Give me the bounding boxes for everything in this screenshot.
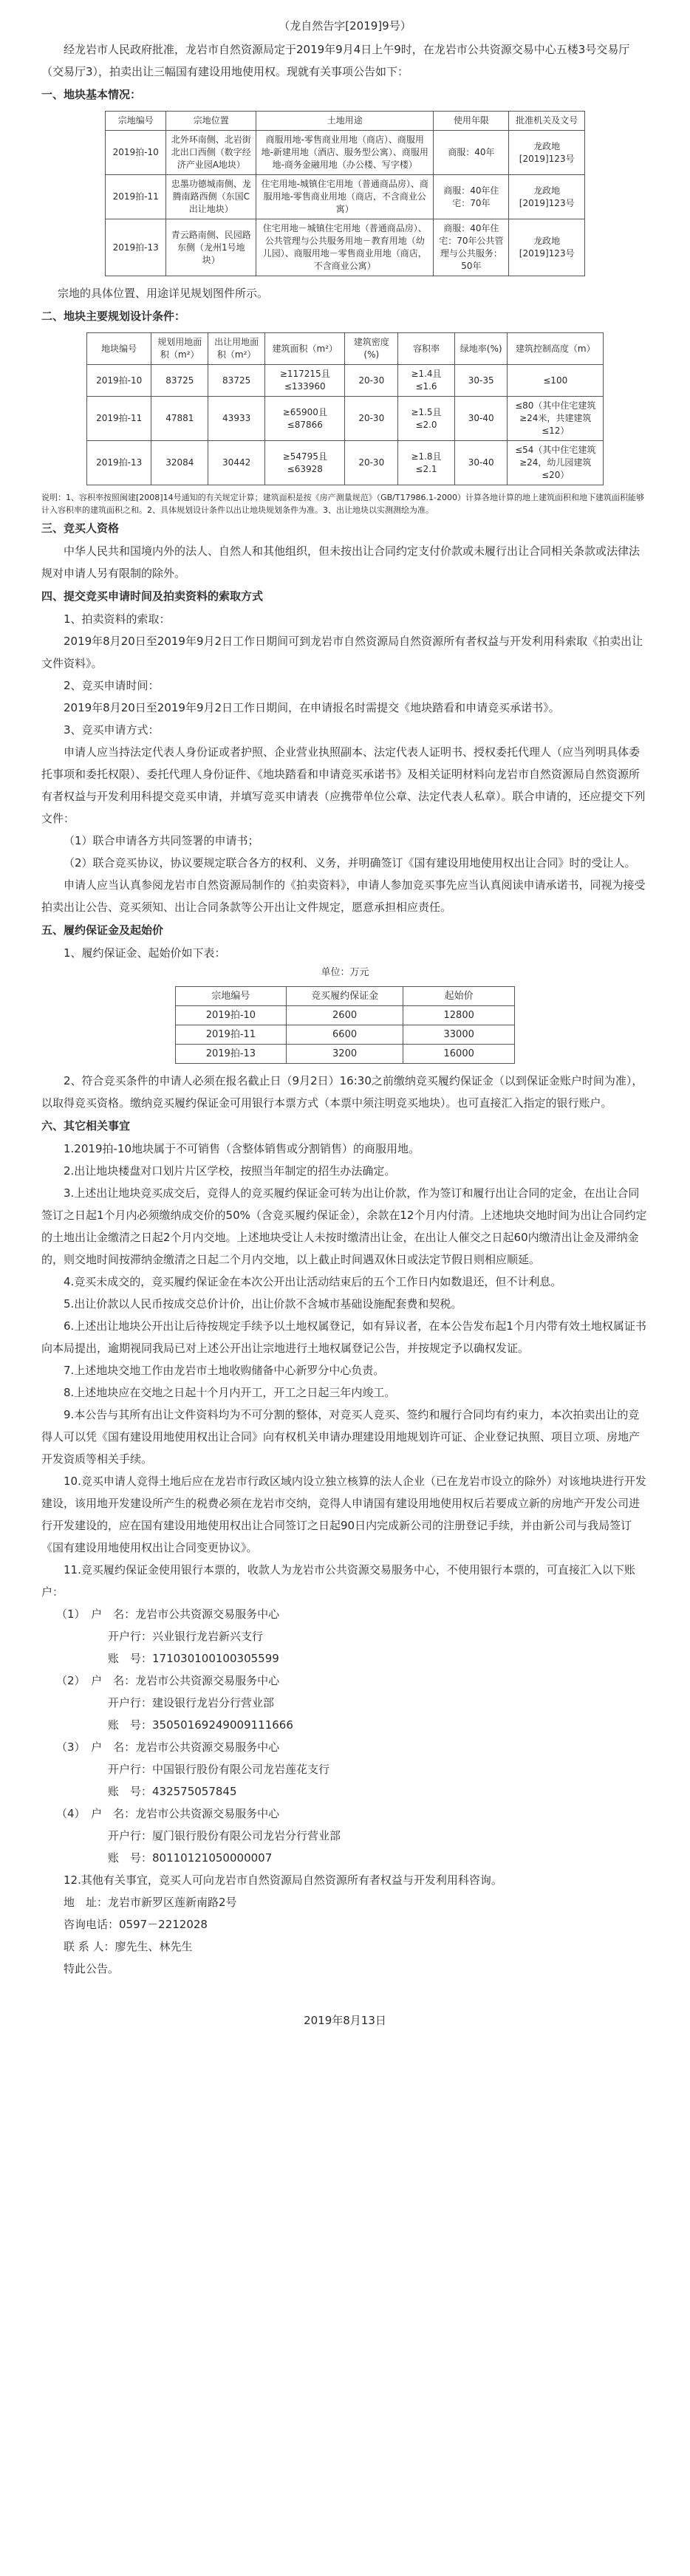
- s4-1-text: 2019年8月20日至2019年9月2日工作日期间可到龙岩市自然资源局自然资源所有者权益与开发利用科索取《拍卖出让文件资料》。: [41, 635, 643, 670]
- table-cell: 43933: [208, 397, 265, 441]
- table-header: 容积率: [398, 333, 455, 365]
- table-cell: 20-30: [345, 441, 398, 485]
- parcel-basic-table: [105, 111, 585, 276]
- table-cell: 龙政地[2019]123号: [509, 175, 585, 219]
- s6-item: 3.上述出让地块竞买成交后，竞得人的竞买履约保证金可转为出让价款，作为签订和履行出让合同的定金，在出让合同签订之日起1个月内必须缴纳成交价的50%（含竞买履约保证金），余款在12个月内付清。上述地块交地时间为出让合同约定的土地出让金缴清之日起2个月内交地。上述地块受让人未按时缴清出让金，在出让人催交之日起60内缴清出让金及滞纳金的，则交地时间按滞纳金缴清之日起二个月内交地，以上截止时间遇双休日或法定节假日则相应顺延。: [41, 1186, 647, 1266]
- bank-payee: 户 名：龙岩市公共资源交易服务中心: [91, 1740, 280, 1754]
- table-header: 建筑密度(%): [345, 333, 398, 365]
- table-cell: ≤80（其中住宅建筑≥24米，共建建筑≤12）: [508, 397, 604, 441]
- table-cell: 2019拍-13: [176, 1045, 287, 1064]
- table-cell: 龙政地[2019]123号: [509, 219, 585, 276]
- table-header: 绿地率(%): [454, 333, 508, 365]
- table-cell: 商服：40年住宅：70年: [434, 175, 509, 219]
- table-cell: 33000: [403, 1025, 515, 1045]
- section5-title: 五、履约保证金及起始价: [41, 923, 164, 937]
- bank-index: （4）: [56, 1807, 81, 1820]
- table-cell: 32084: [151, 441, 208, 485]
- bank-account-3: [41, 1736, 649, 1803]
- table-cell: 2019拍-10: [87, 365, 151, 397]
- table-cell: 忠墨功德城南侧、龙腾南路西侧（东国C出让地块）: [166, 175, 256, 219]
- contact-address: 地 址：龙岩市新罗区莲新南路2号: [64, 1896, 237, 1909]
- bank-index: （2）: [56, 1674, 81, 1687]
- table2-note: 说明：1、容积率按照闽建[2008]14号通知的有关规定计算；建筑面积是按《房产测量规范》（GB/T17986.1-2000）计算各地计算的地上建筑面积和地下建筑面积能够计入容积率的建筑面积之和。2、具体规划设计条件以出让地块规划条件为准。3、出让地块以实测测绘为准。: [41, 493, 645, 515]
- table-header: 宗地编号: [176, 987, 287, 1006]
- table-header: 批准机关及文号: [509, 112, 585, 131]
- table-row: [87, 397, 604, 441]
- section1-title: 一、地块基本情况：: [41, 88, 142, 101]
- bank-branch: 开户行：厦门银行股份有限公司龙岩分行营业部: [108, 1829, 341, 1842]
- contact-phone: 咨询电话：0597－2212028: [64, 1918, 208, 1931]
- table-cell: 2019拍-11: [176, 1025, 287, 1045]
- deposit-price-table: [175, 986, 515, 1064]
- section4-title: 四、提交竞买申请时间及拍卖资料的索取方式: [41, 590, 264, 603]
- table-cell: 30442: [208, 441, 265, 485]
- table-cell: ≥117215且≤133960: [265, 365, 345, 397]
- s6-item: 2.出让地块楼盘对口划片片区学校，按照当年制定的招生办法确定。: [64, 1164, 396, 1178]
- s5-1: 1、履约保证金、起始价如下表：: [64, 946, 226, 960]
- table-cell: 住宅用地－城镇住宅用地（普通商品房）、公共管理与公共服务用地－教育用地（幼儿园）、商服用地－零售商业用地（商店，不含商业公寓）: [256, 219, 434, 276]
- bank-payee: 户 名：龙岩市公共资源交易服务中心: [91, 1807, 280, 1820]
- table-header: 土地用途: [256, 112, 434, 131]
- notice-number: （龙自然告字[2019]9号）: [279, 19, 411, 33]
- s6-item: 11.竞买履约保证金使用银行本票的，收款人为龙岩市公共资源交易服务中心，不使用银行本票的，可直接汇入以下账户：: [41, 1563, 635, 1599]
- table-row: [106, 131, 585, 175]
- table-header: 使用年限: [434, 112, 509, 131]
- table-cell: 16000: [403, 1045, 515, 1064]
- table-header: 出让用地面积（m²）: [208, 333, 265, 365]
- bank-branch: 开户行：中国银行股份有限公司龙岩莲花支行: [108, 1763, 330, 1776]
- table-cell: ≤100: [508, 365, 604, 397]
- table-cell: 6600: [286, 1025, 403, 1045]
- bank-account-number: 账 号：432575057845: [108, 1785, 237, 1798]
- bank-index: （1）: [56, 1608, 81, 1621]
- bank-account-number: 账 号：35050169249009111666: [108, 1718, 293, 1732]
- bank-payee: 户 名：龙岩市公共资源交易服务中心: [91, 1608, 280, 1621]
- s4-1: 1、拍卖资料的索取：: [64, 612, 171, 626]
- table-cell: 青云路南侧、民园路东侧（龙州1号地块）: [166, 219, 256, 276]
- table-header: 规划用地面积（m²）: [151, 333, 208, 365]
- table-header: 建筑控制高度（m）: [508, 333, 604, 365]
- table-cell: 83725: [208, 365, 265, 397]
- table-header: 起始价: [403, 987, 515, 1006]
- s6-item: 9.本公告与其所有出让文件资料均为不可分割的整体，对竞买人竞买、签约和履行合同均有约束力，本次拍卖出让的竞得人可以凭《国有建设用地使用权出让合同》向有权机关申请办理建设用地规划许可证、企业登记执照、项目立项、房地产开发资质等相关手续。: [41, 1408, 641, 1466]
- s4-2-text: 2019年8月20日至2019年9月2日工作日期间，在申请报名时需提交《地块踏看和申请竞买承诺书》。: [64, 701, 560, 714]
- section6-title: 六、其它相关事宜: [41, 1119, 131, 1132]
- s4-3: 3、竞买申请方式：: [64, 723, 160, 737]
- table-cell: ≥65900且≤87866: [265, 397, 345, 441]
- bank-account-4: [41, 1803, 649, 1869]
- table-row: [87, 441, 604, 485]
- bank-branch: 开户行：建设银行龙岩分行营业部: [108, 1696, 275, 1709]
- table-cell: 20-30: [345, 397, 398, 441]
- table-cell: ≥54795且≤63928: [265, 441, 345, 485]
- table-cell: 2019拍-13: [106, 219, 166, 276]
- s5-2: 2、符合竞买条件的申请人必须在报名截止日（9月2日）16:30之前缴纳竞买履约保证金（以到保证金账户时间为准），以取得竞买资格。缴纳竞买履约保证金可用银行本票方式（本票中须注明竞买地块）。也可直接汇入指定的银行账户。: [41, 1074, 643, 1110]
- contact-persons: 联 系 人：廖先生、林先生: [64, 1940, 193, 1953]
- s4-3-text: 申请人应当持法定代表人身份证或者护照、企业营业执照副本、法定代表人证明书、授权委托代理人（应当列明具体委托事项和委托权限）、委托代理人身份证件、《地块踏看和申请竞买承诺书》及相关证明材料向龙岩市自然资源局自然资源所有者权益与开发利用科提交竞买申请，并填写竞买申请表（应携带单位公章、法定代表人私章）。联合申请的，还应提交下列文件：: [41, 745, 646, 825]
- table-cell: 龙政地[2019]123号: [509, 131, 585, 175]
- table-cell: ≥1.4且≤1.6: [398, 365, 455, 397]
- bank-account-2: [41, 1670, 649, 1736]
- table-cell: 北外环南侧、北岩街北出口西侧（数字经济产业园A地块）: [166, 131, 256, 175]
- s6-item: 6.上述出让地块公开出让后待按规定手续予以土地权属登记，如有异议者，在本公告发布起1个月内带有效土地权属证书向本局提出，逾期视同我局已对上述公开出让宗地进行土地权属登记公告，并按规定予以确权发证。: [41, 1319, 646, 1355]
- s6-12: 12.其他有关事宜，竞买人可向龙岩市自然资源局自然资源所有者权益与开发利用科咨询。: [64, 1873, 502, 1887]
- table-header: 竞买履约保证金: [286, 987, 403, 1006]
- bank-payee: 户 名：龙岩市公共资源交易服务中心: [91, 1674, 280, 1687]
- s6-item: 5.出让价款以人民币按成交总价计价，出让价款不含城市基础设施配套费和契税。: [64, 1297, 462, 1311]
- table-cell: 30-40: [454, 441, 508, 485]
- bank-account-1: [41, 1603, 649, 1670]
- bank-name-line: [41, 1803, 649, 1825]
- s6-item: 7.上述地块交地工作由龙岩市土地收购储备中心新罗分中心负责。: [64, 1364, 385, 1377]
- table-cell: 30-35: [454, 365, 508, 397]
- s6-item: 4.竞买未成交的，竞买履约保证金在本次公开出让活动结束后的五个工作日内如数退还，但不计利息。: [64, 1275, 562, 1288]
- s6-item: 1.2019拍-10地块属于不可销售（含整体销售或分割销售）的商服用地。: [64, 1142, 420, 1155]
- bank-account-number: 账 号：171030100100305599: [108, 1652, 279, 1665]
- table-row: [176, 1025, 515, 1045]
- table-header: 宗地位置: [166, 112, 256, 131]
- closing-text: 特此公告。: [64, 1962, 120, 1975]
- table-cell: 2019拍-11: [87, 397, 151, 441]
- s6-item: 8.上述地块应在交地之日起十个月内开工，开工之日起三年内竣工。: [64, 1386, 396, 1399]
- table-header: 地块编号: [87, 333, 151, 365]
- s4-2: 2、竞买申请时间：: [64, 679, 160, 692]
- table-cell: 2019拍-10: [176, 1006, 287, 1025]
- bank-name-line: [41, 1736, 649, 1758]
- table-cell: 30-40: [454, 397, 508, 441]
- table-cell: 2019拍-13: [87, 441, 151, 485]
- table-cell: 2019拍-10: [106, 131, 166, 175]
- intro-paragraph: 经龙岩市人民政府批准，龙岩市自然资源局定于2019年9月4日上午9时，在龙岩市公共资源交易中心五楼3号交易厅（交易厅3），拍卖出让三幅国有建设用地使用权。现就有关事项公告如下：: [41, 43, 630, 78]
- table-cell: 47881: [151, 397, 208, 441]
- s4-3-c: 申请人应当认真参阅龙岩市自然资源局制作的《拍卖资料》，申请人参加竞买事先应当认真阅读申请承诺书，同视为接受拍卖出让公告、竞买须知、出让合同条款等公开出让文件规定，愿意承担相应责任。: [41, 878, 646, 914]
- bank-index: （3）: [56, 1740, 81, 1754]
- table-cell: 2019拍-11: [106, 175, 166, 219]
- table-cell: ≥1.5且≤2.0: [398, 397, 455, 441]
- table3-unit: 单位：万元: [321, 967, 369, 978]
- table-cell: 商服：40年住宅：70年公共管理与公共服务：50年: [434, 219, 509, 276]
- table-cell: 2600: [286, 1006, 403, 1025]
- table-cell: 住宅用地-城镇住宅用地（普通商品房）、商服用地-零售商业用地（商店，不含商业公寓）: [256, 175, 434, 219]
- table-cell: 3200: [286, 1045, 403, 1064]
- bank-name-line: [41, 1670, 649, 1692]
- s4-3-b: （2）联合竞买协议，协议要规定联合各方的权利、义务，并明确签订《国有建设用地使用权出让合同》时的受让人。: [64, 856, 636, 870]
- s6-item: 10.竞买申请人竞得土地后应在龙岩市行政区域内设立独立核算的法人企业（已在龙岩市设立的除外）对该地块进行开发建设，该用地开发建设所产生的税费必须在龙岩市交纳，竞得人申请国有建设用地使用权后若要成立新的房地产开发公司进行开发建设的，应在国有建设用地使用权出让合同签订之日起90日内完成新公司的注册登记手续，并由新公司与我局签订《国有建设用地使用权出让合同变更协议》。: [41, 1475, 646, 1554]
- table-cell: 商服用地-零售商业用地（商店）、商服用地-新建用地（酒店、服务型公寓）、商服用地-商务金融用地（办公楼、写字楼）: [256, 131, 434, 175]
- table1-note: 宗地的具体位置、用途详见规划图件所示。: [58, 287, 269, 300]
- table-cell: 商服：40年: [434, 131, 509, 175]
- table-cell: ≤54（其中住宅建筑≥24，幼儿园建筑≤20）: [508, 441, 604, 485]
- table-row: [106, 175, 585, 219]
- planning-conditions-table: [86, 332, 604, 485]
- bank-branch: 开户行：兴业银行龙岩新兴支行: [108, 1630, 264, 1643]
- table-cell: 83725: [151, 365, 208, 397]
- table-row: [106, 219, 585, 276]
- section3-title: 三、竞买人资格: [41, 522, 120, 535]
- bank-account-number: 账 号：80110121050000007: [108, 1851, 273, 1865]
- notice-date: 2019年8月13日: [304, 2014, 386, 2027]
- section2-title: 二、地块主要规划设计条件：: [41, 310, 186, 323]
- table-cell: ≥1.8且≤2.1: [398, 441, 455, 485]
- table-cell: 12800: [403, 1006, 515, 1025]
- table-cell: 20-30: [345, 365, 398, 397]
- bank-name-line: [41, 1603, 649, 1625]
- table-row: [176, 1006, 515, 1025]
- table-header: 宗地编号: [106, 112, 166, 131]
- table-row: [87, 365, 604, 397]
- table-row: [176, 1045, 515, 1064]
- section3-text: 中华人民共和国境内外的法人、自然人和其他组织，但未按出让合同约定支付价款或未履行出让合同相关条款或法律法规对申请人另有限制的除外。: [41, 544, 641, 580]
- s4-3-a: （1）联合申请各方共同签署的申请书；: [64, 834, 259, 847]
- table-header: 建筑面积（m²）: [265, 333, 345, 365]
